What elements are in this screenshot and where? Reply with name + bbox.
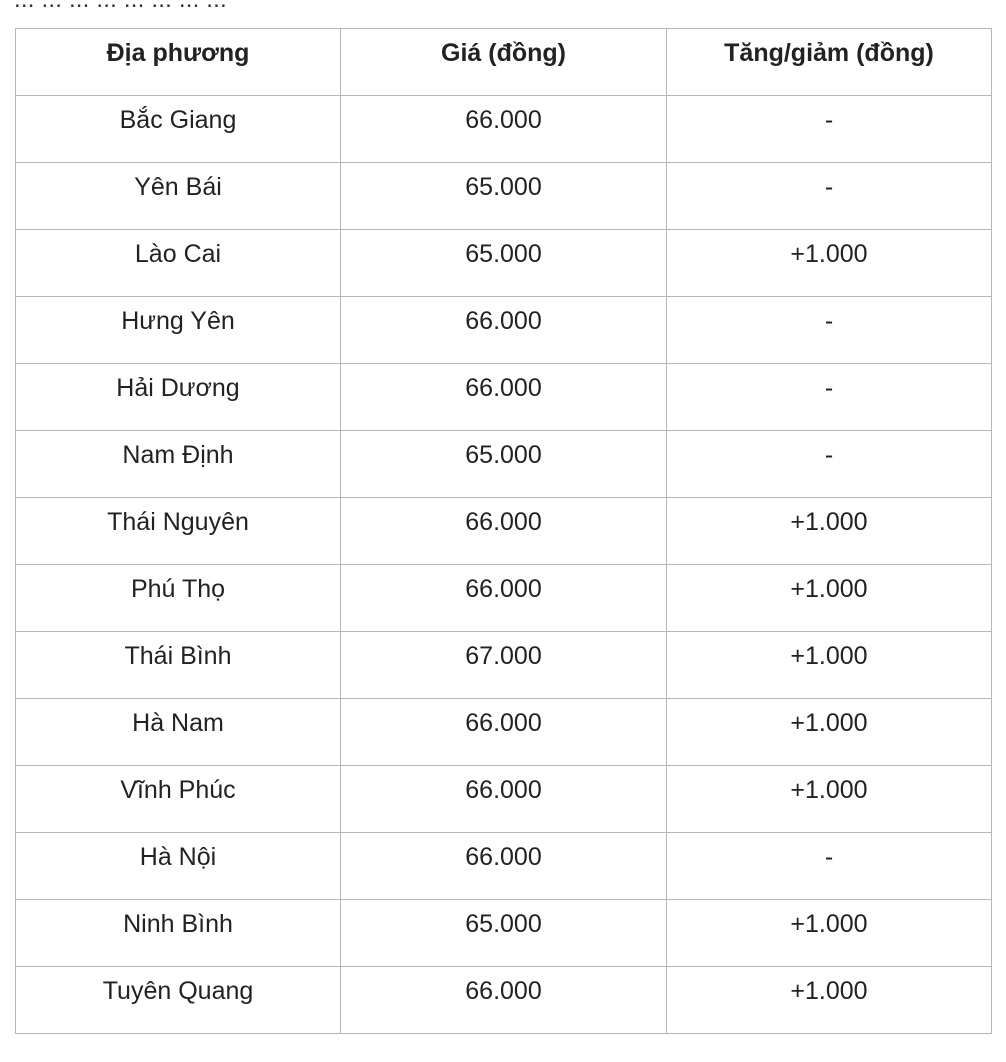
locality-cell: Thái Nguyên bbox=[16, 498, 341, 565]
price-cell: 66.000 bbox=[341, 565, 667, 632]
change-cell: +1.000 bbox=[667, 565, 992, 632]
change-cell: +1.000 bbox=[667, 900, 992, 967]
change-cell: +1.000 bbox=[667, 766, 992, 833]
table-row bbox=[16, 431, 992, 498]
change-cell: - bbox=[667, 364, 992, 431]
change-cell: - bbox=[667, 96, 992, 163]
locality-cell: Hưng Yên bbox=[16, 297, 341, 364]
table-row bbox=[16, 766, 992, 833]
locality-cell: Yên Bái bbox=[16, 163, 341, 230]
intro-text-fragment bbox=[14, 0, 227, 14]
price-cell: 66.000 bbox=[341, 766, 667, 833]
price-cell: 65.000 bbox=[341, 900, 667, 967]
price-cell: 66.000 bbox=[341, 498, 667, 565]
change-cell: +1.000 bbox=[667, 498, 992, 565]
header-change: Tăng/giảm (đồng) bbox=[667, 29, 992, 96]
table-row bbox=[16, 230, 992, 297]
price-cell: 66.000 bbox=[341, 967, 667, 1034]
price-cell: 65.000 bbox=[341, 163, 667, 230]
table-row bbox=[16, 297, 992, 364]
table-row bbox=[16, 699, 992, 766]
locality-cell: Lào Cai bbox=[16, 230, 341, 297]
locality-cell: Hà Nội bbox=[16, 833, 341, 900]
locality-cell: Bắc Giang bbox=[16, 96, 341, 163]
locality-cell: Vĩnh Phúc bbox=[16, 766, 341, 833]
header-locality: Địa phương bbox=[16, 29, 341, 96]
table-row bbox=[16, 565, 992, 632]
change-cell: +1.000 bbox=[667, 699, 992, 766]
price-cell: 66.000 bbox=[341, 96, 667, 163]
table-row bbox=[16, 900, 992, 967]
table-row bbox=[16, 967, 992, 1034]
table-row bbox=[16, 364, 992, 431]
table-row bbox=[16, 833, 992, 900]
locality-cell: Nam Định bbox=[16, 431, 341, 498]
locality-cell: Hà Nam bbox=[16, 699, 341, 766]
price-cell: 67.000 bbox=[341, 632, 667, 699]
change-cell: - bbox=[667, 833, 992, 900]
change-cell: +1.000 bbox=[667, 632, 992, 699]
change-cell: - bbox=[667, 297, 992, 364]
table-header-row bbox=[16, 29, 992, 96]
change-cell: - bbox=[667, 431, 992, 498]
price-cell: 66.000 bbox=[341, 364, 667, 431]
price-cell: 66.000 bbox=[341, 297, 667, 364]
intro-text-cropped bbox=[0, 0, 1006, 12]
locality-cell: Ninh Bình bbox=[16, 900, 341, 967]
price-cell: 65.000 bbox=[341, 431, 667, 498]
change-cell: +1.000 bbox=[667, 967, 992, 1034]
header-price: Giá (đồng) bbox=[341, 29, 667, 96]
change-cell: - bbox=[667, 163, 992, 230]
price-cell: 65.000 bbox=[341, 230, 667, 297]
table-row bbox=[16, 96, 992, 163]
price-cell: 66.000 bbox=[341, 833, 667, 900]
price-cell: 66.000 bbox=[341, 699, 667, 766]
locality-cell: Tuyên Quang bbox=[16, 967, 341, 1034]
locality-cell: Phú Thọ bbox=[16, 565, 341, 632]
table-row bbox=[16, 498, 992, 565]
change-cell: +1.000 bbox=[667, 230, 992, 297]
locality-cell: Hải Dương bbox=[16, 364, 341, 431]
table-row bbox=[16, 163, 992, 230]
price-table bbox=[15, 28, 992, 1034]
table-row bbox=[16, 632, 992, 699]
locality-cell: Thái Bình bbox=[16, 632, 341, 699]
